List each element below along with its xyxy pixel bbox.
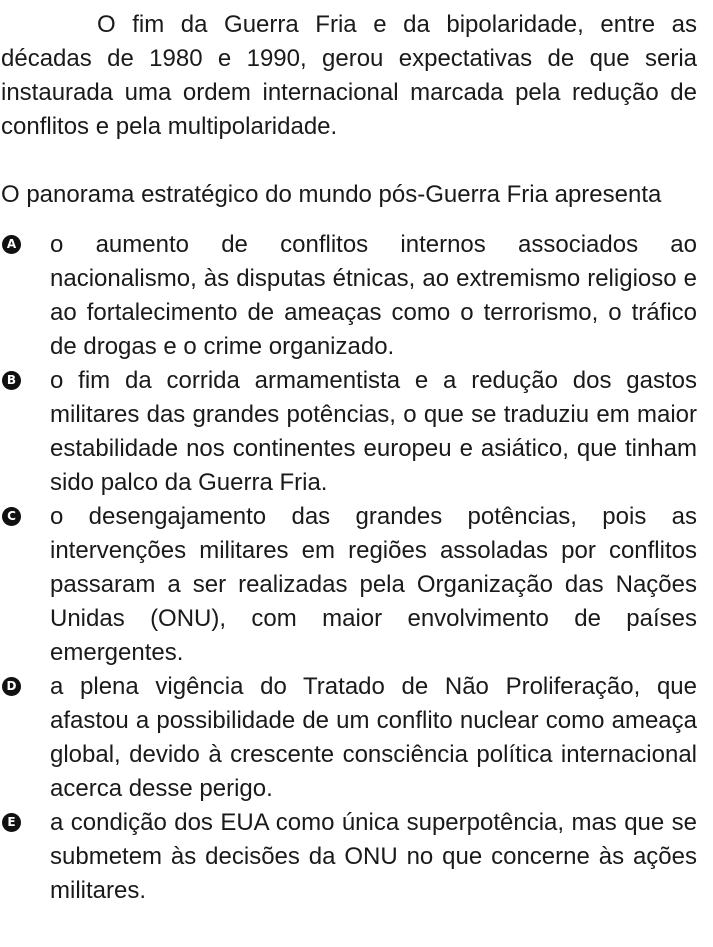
option-e[interactable] <box>1 806 697 908</box>
option-b-letter-badge: B <box>2 371 21 390</box>
option-c-text: o desengajamento das grandes potências, pois as intervenções militares em regiões assoladas por conflitos passaram a ser realizadas pela Organização das Nações Unidas (ONU), com maior envolvimento de países emergentes. <box>50 503 697 666</box>
option-e-letter-badge: E <box>2 813 21 832</box>
stimulus-text: O fim da Guerra Fria e da bipolaridade, entre as décadas de 1980 e 1990, gerou expectativas de que seria instaurada uma ordem internacional marcada pela redução de conflitos e pela multipolaridade. <box>1 11 697 140</box>
option-c[interactable] <box>1 500 697 670</box>
option-d[interactable] <box>1 670 697 806</box>
option-a-text: o aumento de conflitos internos associados ao nacionalismo, às disputas étnicas, ao extremismo religioso e ao fortalecimento de ameaças como o terrorismo, o tráfico de drogas e o crime organizado. <box>50 231 697 360</box>
option-d-text: a plena vigência do Tratado de Não Proliferação, que afastou a possibilidade de um conflito nuclear como ameaça global, devido à crescente consciência política internacional acerca desse perigo. <box>50 673 697 802</box>
option-c-letter-badge: C <box>2 507 21 526</box>
option-e-text: a condição dos EUA como única superpotência, mas que se submetem às decisões da ONU no que concerne às ações militares. <box>50 809 697 904</box>
question-stem: O panorama estratégico do mundo pós-Guerra Fria apresenta <box>1 181 662 208</box>
option-b-text: o fim da corrida armamentista e a redução dos gastos militares das grandes potências, o que se traduziu em maior estabilidade nos continentes europeu e asiático, que tinham sido palco da Guerra Fria. <box>50 367 697 496</box>
option-b[interactable] <box>1 364 697 500</box>
answer-options <box>1 228 697 908</box>
option-d-letter-badge: D <box>2 677 21 696</box>
option-a-letter-badge: A <box>2 235 21 254</box>
option-a[interactable] <box>1 228 697 364</box>
